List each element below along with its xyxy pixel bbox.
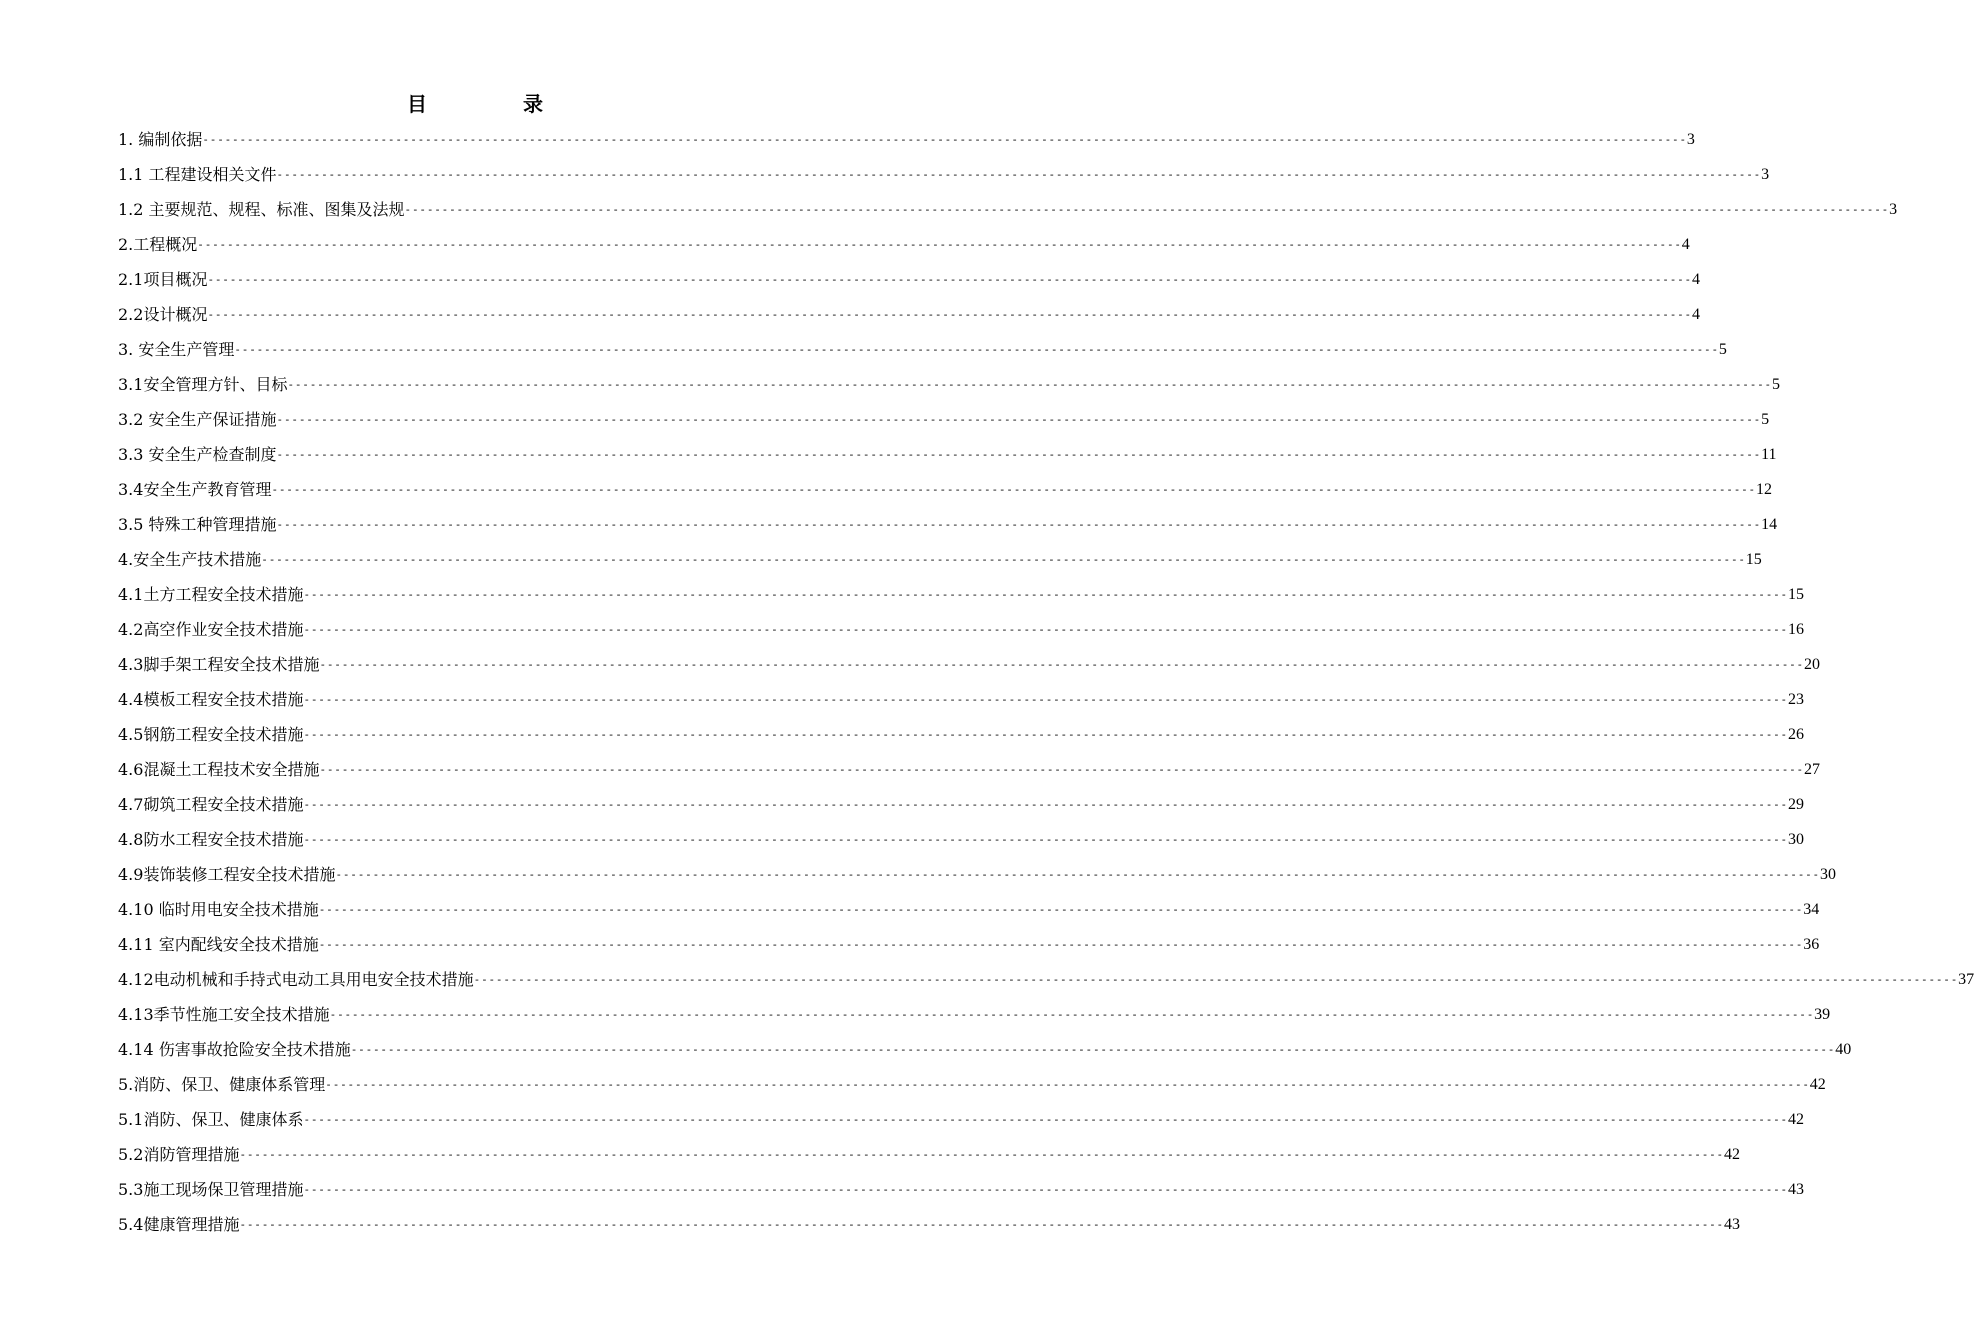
toc-entry-label: 3.3 安全生产检查制度 — [118, 445, 277, 464]
toc-entry[interactable] — [118, 402, 1770, 437]
toc-dot-leader: -------------------------------------------------------------------------------------------------------------------------------------------------------------------------------------------------------- — [335, 868, 1820, 881]
toc-entry-page-number: 36 — [1803, 936, 1820, 953]
toc-entry-label: 5.3施工现场保卫管理措施 — [118, 1180, 304, 1199]
toc-entry-label: 3.1安全管理方针、目标 — [118, 375, 288, 394]
toc-entry-page-number: 23 — [1787, 691, 1804, 708]
toc-entry[interactable] — [118, 262, 1700, 297]
toc-dot-leader: -------------------------------------------------------------------------------------------------------------------------------------------------------------------------------------------------------- — [207, 308, 1692, 321]
toc-entry[interactable] — [118, 332, 1727, 367]
toc-dot-leader: -------------------------------------------------------------------------------------------------------------------------------------------------------------------------------------------------------- — [271, 483, 1756, 496]
toc-dot-leader: -------------------------------------------------------------------------------------------------------------------------------------------------------------------------------------------------------- — [303, 588, 1788, 601]
toc-entry-label: 1.2 主要规范、规程、标准、图集及法规 — [118, 200, 405, 219]
toc-entry-page-number: 27 — [1803, 761, 1820, 778]
toc-entry-label: 4.2高空作业安全技术措施 — [118, 620, 304, 639]
toc-entry-label: 4.5钢筋工程安全技术措施 — [118, 725, 304, 744]
toc-entry-page-number: 26 — [1787, 726, 1804, 743]
toc-dot-leader: -------------------------------------------------------------------------------------------------------------------------------------------------------------------------------------------------------- — [303, 1183, 1788, 1196]
toc-entry-label: 4.6混凝土工程技术安全措施 — [118, 760, 320, 779]
toc-entry-page-number: 14 — [1761, 516, 1778, 533]
toc-entry-page-number: 3 — [1761, 166, 1770, 183]
toc-dot-leader: -------------------------------------------------------------------------------------------------------------------------------------------------------------------------------------------------------- — [473, 973, 1959, 986]
toc-entry-label: 4.3脚手架工程安全技术措施 — [118, 655, 320, 674]
toc-entry-page-number: 40 — [1835, 1041, 1852, 1058]
toc-entry-page-number: 37 — [1958, 971, 1974, 988]
toc-entry[interactable] — [118, 227, 1690, 262]
toc-entry-label: 3.2 安全生产保证措施 — [118, 410, 277, 429]
toc-dot-leader: -------------------------------------------------------------------------------------------------------------------------------------------------------------------------------------------------------- — [325, 1078, 1810, 1091]
toc-entry[interactable] — [118, 787, 1804, 822]
toc-entry-page-number: 11 — [1761, 446, 1777, 463]
toc-dot-leader: -------------------------------------------------------------------------------------------------------------------------------------------------------------------------------------------------------- — [318, 938, 1804, 951]
toc-entry-page-number: 30 — [1787, 831, 1804, 848]
toc-entry[interactable] — [118, 752, 1820, 787]
toc-entry-page-number: 16 — [1787, 621, 1804, 638]
toc-dot-leader: -------------------------------------------------------------------------------------------------------------------------------------------------------------------------------------------------------- — [350, 1043, 1836, 1056]
toc-entry-page-number: 34 — [1803, 901, 1820, 918]
toc-dot-leader: -------------------------------------------------------------------------------------------------------------------------------------------------------------------------------------------------------- — [303, 798, 1788, 811]
toc-entry[interactable] — [118, 927, 1820, 962]
toc-entry-page-number: 4 — [1691, 271, 1700, 288]
toc-entry[interactable] — [118, 1032, 1852, 1067]
toc-entry-label: 4.1土方工程安全技术措施 — [118, 585, 304, 604]
toc-entry-page-number: 3 — [1889, 201, 1898, 218]
toc-entry[interactable] — [118, 1067, 1826, 1102]
table-of-contents — [118, 122, 1974, 1242]
toc-entry-label: 4.14 伤害事故抢险安全技术措施 — [118, 1040, 351, 1059]
toc-entry-label: 2.工程概况 — [118, 235, 198, 254]
toc-entry-label: 4.7砌筑工程安全技术措施 — [118, 795, 304, 814]
toc-entry-page-number: 5 — [1718, 341, 1727, 358]
toc-entry[interactable] — [118, 682, 1804, 717]
toc-dot-leader: -------------------------------------------------------------------------------------------------------------------------------------------------------------------------------------------------------- — [303, 1113, 1788, 1126]
toc-entry[interactable] — [118, 1172, 1804, 1207]
toc-dot-leader: -------------------------------------------------------------------------------------------------------------------------------------------------------------------------------------------------------- — [319, 763, 1804, 776]
toc-entry[interactable] — [118, 1207, 1740, 1242]
toc-dot-leader: -------------------------------------------------------------------------------------------------------------------------------------------------------------------------------------------------------- — [207, 273, 1692, 286]
toc-entry-label: 3.5 特殊工种管理措施 — [118, 515, 277, 534]
toc-entry[interactable] — [118, 577, 1804, 612]
toc-entry-label: 4.安全生产技术措施 — [118, 550, 262, 569]
toc-entry-page-number: 5 — [1771, 376, 1780, 393]
toc-entry-page-number: 4 — [1681, 236, 1690, 253]
toc-dot-leader: -------------------------------------------------------------------------------------------------------------------------------------------------------------------------------------------------------- — [303, 833, 1788, 846]
toc-entry[interactable] — [118, 437, 1777, 472]
toc-entry-page-number: 43 — [1723, 1216, 1740, 1233]
toc-entry-page-number: 4 — [1691, 306, 1700, 323]
toc-entry-page-number: 30 — [1819, 866, 1836, 883]
toc-dot-leader: -------------------------------------------------------------------------------------------------------------------------------------------------------------------------------------------------------- — [276, 448, 1762, 461]
toc-entry-label: 4.4模板工程安全技术措施 — [118, 690, 304, 709]
toc-entry[interactable] — [118, 542, 1762, 577]
toc-entry-label: 4.9装饰装修工程安全技术措施 — [118, 865, 336, 884]
toc-dot-leader: -------------------------------------------------------------------------------------------------------------------------------------------------------------------------------------------------------- — [319, 658, 1804, 671]
toc-entry[interactable] — [118, 857, 1836, 892]
toc-entry[interactable] — [118, 472, 1772, 507]
toc-entry-page-number: 42 — [1723, 1146, 1740, 1163]
toc-dot-leader: -------------------------------------------------------------------------------------------------------------------------------------------------------------------------------------------------------- — [329, 1008, 1815, 1021]
toc-entry-page-number: 12 — [1755, 481, 1772, 498]
toc-entry-label: 3. 安全生产管理 — [118, 340, 235, 359]
toc-dot-leader: -------------------------------------------------------------------------------------------------------------------------------------------------------------------------------------------------------- — [197, 238, 1682, 251]
toc-entry[interactable] — [118, 962, 1974, 997]
toc-dot-leader: -------------------------------------------------------------------------------------------------------------------------------------------------------------------------------------------------------- — [239, 1218, 1724, 1231]
toc-dot-leader: -------------------------------------------------------------------------------------------------------------------------------------------------------------------------------------------------------- — [276, 518, 1762, 531]
toc-entry[interactable] — [118, 157, 1770, 192]
toc-entry[interactable] — [118, 192, 1898, 227]
toc-entry-page-number: 15 — [1787, 586, 1804, 603]
toc-entry[interactable] — [118, 647, 1820, 682]
toc-dot-leader: -------------------------------------------------------------------------------------------------------------------------------------------------------------------------------------------------------- — [239, 1148, 1724, 1161]
toc-entry[interactable] — [118, 892, 1820, 927]
toc-entry[interactable] — [118, 997, 1831, 1032]
toc-dot-leader: -------------------------------------------------------------------------------------------------------------------------------------------------------------------------------------------------------- — [234, 343, 1719, 356]
toc-entry[interactable] — [118, 507, 1778, 542]
toc-entry-label: 4.11 室内配线安全技术措施 — [118, 935, 319, 954]
toc-entry[interactable] — [118, 1137, 1740, 1172]
toc-entry[interactable] — [118, 612, 1804, 647]
toc-dot-leader: -------------------------------------------------------------------------------------------------------------------------------------------------------------------------------------------------------- — [303, 728, 1788, 741]
toc-entry-page-number: 5 — [1761, 411, 1770, 428]
toc-entry-page-number: 42 — [1787, 1111, 1804, 1128]
toc-entry-label: 5.1消防、保卫、健康体系 — [118, 1110, 304, 1129]
toc-entry-label: 1.1 工程建设相关文件 — [118, 165, 277, 184]
toc-entry-label: 4.13季节性施工安全技术措施 — [118, 1005, 330, 1024]
toc-entry-page-number: 42 — [1809, 1076, 1826, 1093]
toc-entry-page-number: 39 — [1814, 1006, 1831, 1023]
toc-entry[interactable] — [118, 122, 1695, 157]
toc-entry[interactable] — [118, 822, 1804, 857]
toc-entry-label: 5.消防、保卫、健康体系管理 — [118, 1075, 326, 1094]
toc-entry-page-number: 3 — [1686, 131, 1695, 148]
toc-entry[interactable] — [118, 297, 1700, 332]
toc-dot-leader: -------------------------------------------------------------------------------------------------------------------------------------------------------------------------------------------------------- — [287, 378, 1772, 391]
toc-entry[interactable] — [118, 367, 1780, 402]
toc-dot-leader: -------------------------------------------------------------------------------------------------------------------------------------------------------------------------------------------------------- — [404, 203, 1890, 216]
toc-entry-label: 2.1项目概况 — [118, 270, 208, 289]
toc-entry-label: 3.4安全生产教育管理 — [118, 480, 272, 499]
toc-entry-label: 1. 编制依据 — [118, 130, 203, 149]
toc-entry-page-number: 43 — [1787, 1181, 1804, 1198]
toc-entry-label: 4.10 临时用电安全技术措施 — [118, 900, 319, 919]
toc-entry-label: 4.12电动机械和手持式电动工具用电安全技术措施 — [118, 970, 474, 989]
toc-entry-label: 5.2消防管理措施 — [118, 1145, 240, 1164]
toc-dot-leader: -------------------------------------------------------------------------------------------------------------------------------------------------------------------------------------------------------- — [303, 693, 1788, 706]
toc-dot-leader: -------------------------------------------------------------------------------------------------------------------------------------------------------------------------------------------------------- — [276, 413, 1762, 426]
toc-dot-leader: -------------------------------------------------------------------------------------------------------------------------------------------------------------------------------------------------------- — [276, 168, 1762, 181]
toc-entry-page-number: 15 — [1745, 551, 1762, 568]
toc-entry-label: 2.2设计概况 — [118, 305, 208, 324]
toc-dot-leader: -------------------------------------------------------------------------------------------------------------------------------------------------------------------------------------------------------- — [261, 553, 1746, 566]
toc-entry[interactable] — [118, 1102, 1804, 1137]
toc-dot-leader: -------------------------------------------------------------------------------------------------------------------------------------------------------------------------------------------------------- — [202, 133, 1687, 146]
toc-entry[interactable] — [118, 717, 1804, 752]
toc-entry-page-number: 29 — [1787, 796, 1804, 813]
toc-dot-leader: -------------------------------------------------------------------------------------------------------------------------------------------------------------------------------------------------------- — [318, 903, 1804, 916]
toc-entry-label: 5.4健康管理措施 — [118, 1215, 240, 1234]
toc-dot-leader: -------------------------------------------------------------------------------------------------------------------------------------------------------------------------------------------------------- — [303, 623, 1788, 636]
page-title: 目 录 — [407, 92, 581, 116]
toc-entry-page-number: 20 — [1803, 656, 1820, 673]
toc-entry-label: 4.8防水工程安全技术措施 — [118, 830, 304, 849]
